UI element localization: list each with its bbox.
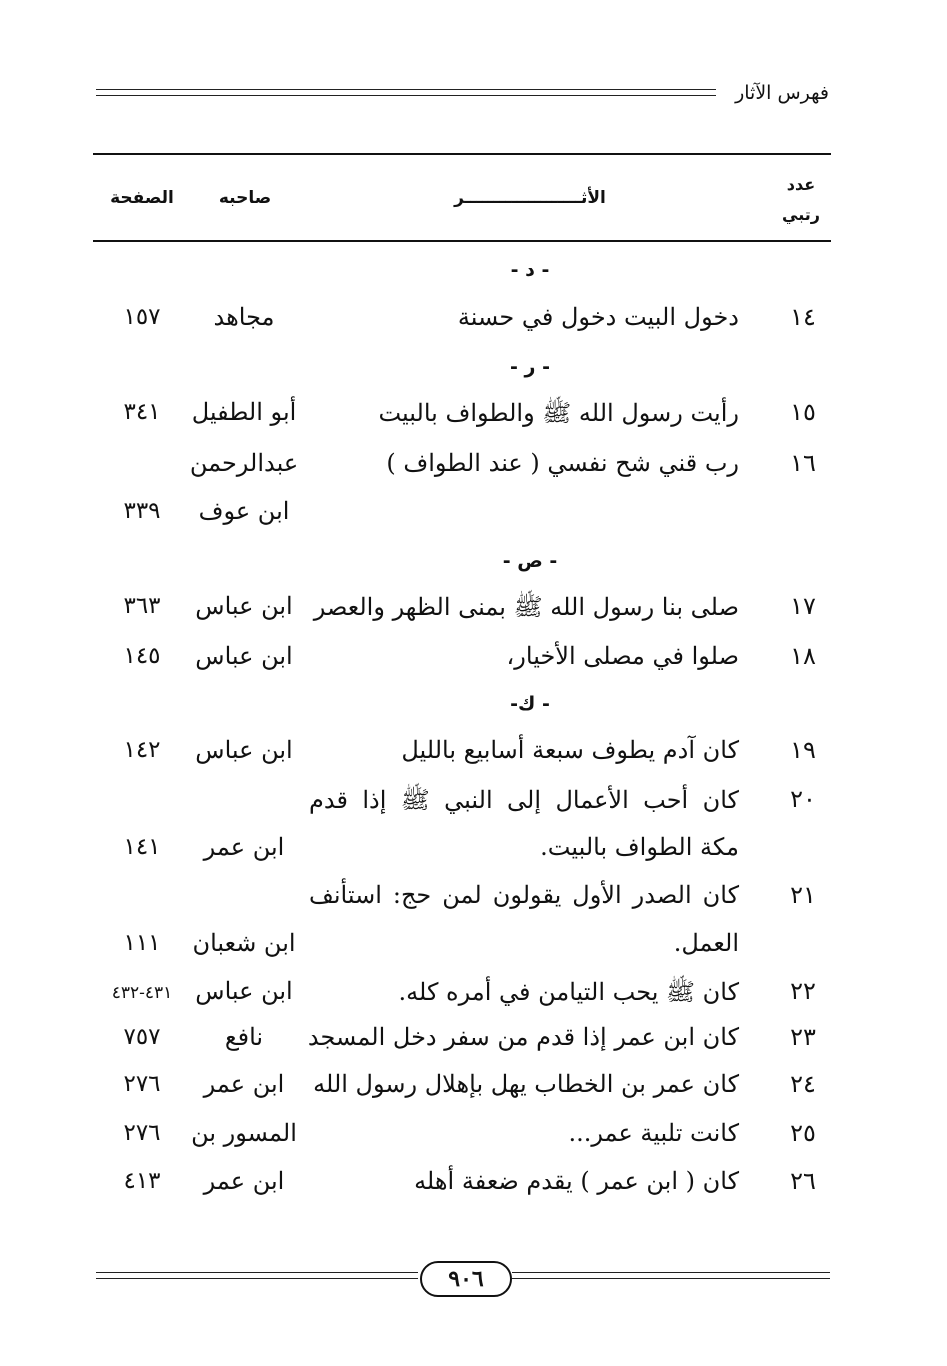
page-number: ٩٠٦ [420,1261,512,1297]
athar-text: رأيت رسول الله ﷺ والطواف بالبيت [378,399,739,427]
sahib-name: ابن عباس [195,642,293,670]
row-number: ١٩ [790,736,816,764]
row-number: ١٦ [790,449,816,477]
row-number: ٢٠ [790,785,816,813]
row-number: ١٤ [790,303,816,331]
table-top-rule [93,153,831,155]
row-number: ١٧ [790,592,816,620]
athar-text: كان عمر بن الخطاب يهل بإهلال رسول الله [313,1070,739,1098]
row-number: ٢٤ [790,1070,816,1098]
athar-text: صلى بنا رسول الله ﷺ بمنى الظهر والعصر [313,593,739,621]
page-ref: ١٥٧ [123,304,161,330]
section-letter-sad: - ص - [502,550,558,572]
page-ref: ٣٤١ [123,399,161,425]
row-number: ٢٦ [790,1167,816,1195]
row-number: ٢١ [790,881,816,909]
page-ref: ١٤١ [123,834,161,860]
page-ref: ٣٦٣ [123,593,161,619]
page-ref: ٢٧٦ [123,1120,161,1146]
section-letter-ra: - ر - [510,356,550,378]
page-ref: ٣٣٩ [123,498,161,524]
page-ref: ٤٣١-٤٣٢ [111,983,173,1003]
header-rule-bottom [96,95,716,96]
row-number: ١٨ [790,642,816,670]
page-ref: ١٤٥ [123,643,161,669]
athar-text-continued: مكة الطواف بالبيت. [540,833,739,861]
athar-text: رب قني شح نفسي ( عند الطواف ) [386,449,739,477]
sahib-name: ابن عمر [203,833,285,861]
sahib-name: نافع [224,1023,264,1051]
athar-text: كانت تلبية عمر... [568,1119,739,1147]
sahib-name: ابن عباس [195,592,293,620]
athar-text: كان ابن عمر إذا قدم من سفر دخل المسجد [307,1023,739,1051]
sahib-name: ابن شعبان [192,929,296,957]
page-ref: ١٤٢ [123,737,161,763]
athar-text: كان ﷺ يحب التيامن في أمره كله. [398,978,739,1006]
athar-text: كان آدم يطوف سبعة أسابيع بالليل [401,736,739,764]
running-header-title: فهرس الآثار [735,82,829,104]
row-number: ١٥ [790,398,816,426]
sahib-name-continued: ابن عوف [198,497,290,525]
athar-text: كان أحب الأعمال إلى النبي ﷺ إذا قدم [309,786,739,814]
page-ref: ٤١٣ [123,1168,161,1194]
athar-text: صلوا في مصلى الأخيار، [506,642,739,670]
page-ref: ١١١ [123,930,161,956]
column-header-athar: الأثــــــــــــــــــــر [454,188,606,208]
footer-rule-left-bottom [96,1278,418,1279]
athar-text: كان ( ابن عمر ) يقدم ضعفة أهله [414,1167,739,1195]
athar-text: كان الصدر الأول يقولون لمن حج: استأنف [309,881,739,909]
column-header-page: الصفحة [110,188,174,208]
column-header-sahib: صاحبه [218,188,272,208]
column-header-rank-number: عدد رتبي [782,175,820,224]
table-header-rule [93,240,831,242]
row-number: ٢٢ [790,977,816,1005]
athar-text: دخول البيت دخول في حسنة [457,303,739,331]
row-number: ٢٣ [790,1023,816,1051]
row-number: ٢٥ [790,1119,816,1147]
sahib-name: مجاهد [213,303,275,331]
footer-rule-right-bottom [512,1278,830,1279]
sahib-name: ابن عمر [203,1167,285,1195]
header-rule-top [96,89,716,90]
sahib-name: المسور بن [191,1119,297,1147]
page-ref: ٧٥٧ [123,1024,161,1050]
sahib-name: عبدالرحمن [189,449,299,477]
sahib-name: ابن عباس [195,977,293,1005]
footer-rule-left-top [96,1272,418,1273]
athar-text-continued: العمل. [673,929,739,957]
sahib-name: ابن عباس [195,736,293,764]
footer-rule-right-top [512,1272,830,1273]
sahib-name: أبو الطفيل [191,398,297,426]
section-letter-dal: - د - [510,259,550,281]
sahib-name: ابن عمر [203,1070,285,1098]
page-ref: ٢٧٦ [123,1071,161,1097]
section-letter-kaf: - ك- [510,693,550,715]
